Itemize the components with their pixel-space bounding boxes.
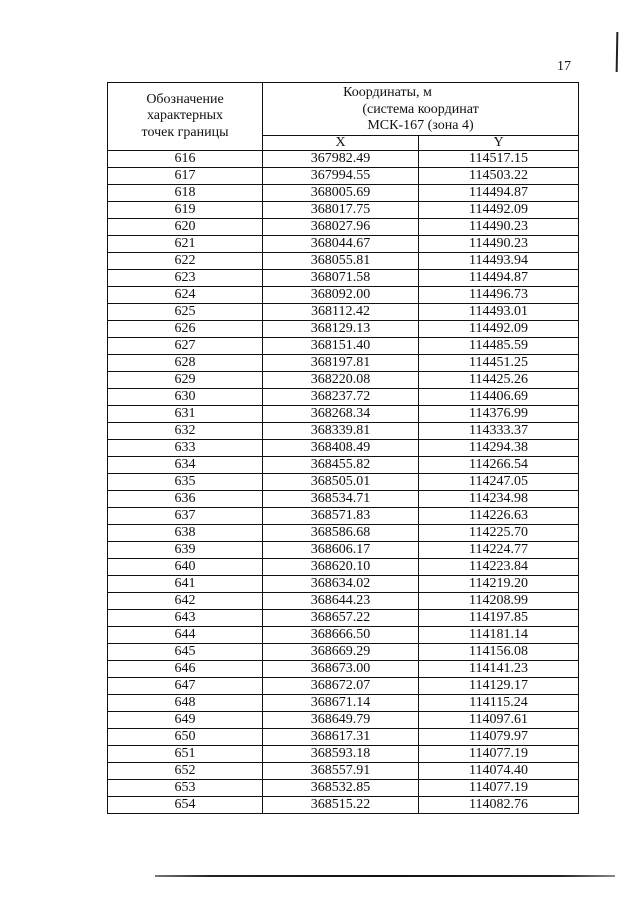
x-coordinate-cell: 368044.67: [263, 235, 419, 252]
x-coordinate-cell: 368151.40: [263, 337, 419, 354]
table-row: [108, 660, 579, 677]
table-row: [108, 201, 579, 218]
point-id-cell: 622: [108, 252, 263, 269]
x-coordinate-cell: 368673.00: [263, 660, 419, 677]
x-coordinate-cell: 368606.17: [263, 541, 419, 558]
x-coordinate-cell: 368657.22: [263, 609, 419, 626]
x-coordinate-cell: 368593.18: [263, 745, 419, 762]
table-row: [108, 728, 579, 745]
point-id-cell: 639: [108, 541, 263, 558]
point-id-cell: 644: [108, 626, 263, 643]
point-id-cell: 617: [108, 167, 263, 184]
point-label-line: Обозначение: [146, 91, 224, 107]
y-coordinate-cell: 114493.01: [419, 303, 579, 320]
point-id-cell: 627: [108, 337, 263, 354]
y-coordinate-cell: 114226.63: [419, 507, 579, 524]
table-row: [108, 711, 579, 728]
table-row: [108, 184, 579, 201]
table-row: [108, 541, 579, 558]
coordinates-label-line: (система координат: [362, 101, 479, 117]
y-coordinate-cell: 114406.69: [419, 388, 579, 405]
table-row: [108, 439, 579, 456]
x-coordinate-cell: 368455.82: [263, 456, 419, 473]
x-coordinate-cell: 368071.58: [263, 269, 419, 286]
x-coordinate-cell: 367994.55: [263, 167, 419, 184]
y-coordinate-cell: 114082.76: [419, 796, 579, 813]
point-id-cell: 638: [108, 524, 263, 541]
y-coordinate-cell: 114451.25: [419, 354, 579, 371]
x-coordinate-cell: 368005.69: [263, 184, 419, 201]
point-id-cell: 652: [108, 762, 263, 779]
coordinates-table-body: [108, 150, 579, 813]
point-id-cell: 649: [108, 711, 263, 728]
table-row: [108, 490, 579, 507]
table-row: [108, 354, 579, 371]
point-id-cell: 620: [108, 218, 263, 235]
coordinates-table: [107, 82, 579, 814]
table-row: [108, 320, 579, 337]
y-coordinate-cell: 114156.08: [419, 643, 579, 660]
x-coordinate-cell: 368197.81: [263, 354, 419, 371]
y-coordinate-cell: 114266.54: [419, 456, 579, 473]
point-id-cell: 621: [108, 235, 263, 252]
y-coordinate-cell: 114115.24: [419, 694, 579, 711]
y-coordinate-cell: 114077.19: [419, 745, 579, 762]
x-coordinate-cell: 368112.42: [263, 303, 419, 320]
y-coordinate-cell: 114129.17: [419, 677, 579, 694]
x-coordinate-cell: 368557.91: [263, 762, 419, 779]
y-coordinate-cell: 114425.26: [419, 371, 579, 388]
coordinates-label-line: МСК-167 (зона 4): [367, 118, 474, 133]
y-coordinate-cell: 114097.61: [419, 711, 579, 728]
point-id-cell: 645: [108, 643, 263, 660]
x-coordinate-cell: 368027.96: [263, 218, 419, 235]
x-coordinate-cell: 368129.13: [263, 320, 419, 337]
point-id-cell: 642: [108, 592, 263, 609]
point-id-cell: 625: [108, 303, 263, 320]
table-row: [108, 575, 579, 592]
y-coordinate-cell: 114493.94: [419, 252, 579, 269]
table-row: [108, 405, 579, 422]
point-id-cell: 633: [108, 439, 263, 456]
point-id-cell: 653: [108, 779, 263, 796]
table-row: [108, 507, 579, 524]
point-id-cell: 626: [108, 320, 263, 337]
y-coordinate-cell: 114517.15: [419, 150, 579, 167]
x-coordinate-cell: 368649.79: [263, 711, 419, 728]
point-id-cell: 618: [108, 184, 263, 201]
x-coordinate-cell: 368620.10: [263, 558, 419, 575]
point-id-cell: 647: [108, 677, 263, 694]
point-id-cell: 643: [108, 609, 263, 626]
y-coordinate-cell: 114485.59: [419, 337, 579, 354]
table-row: [108, 779, 579, 796]
point-label-line: точек границы: [141, 124, 229, 140]
y-column-header: Y: [419, 135, 579, 150]
y-coordinate-cell: 114141.23: [419, 660, 579, 677]
y-coordinate-cell: 114294.38: [419, 439, 579, 456]
point-id-cell: 650: [108, 728, 263, 745]
point-id-cell: 616: [108, 150, 263, 167]
table-row: [108, 745, 579, 762]
table-row: [108, 694, 579, 711]
table-row: [108, 235, 579, 252]
x-coordinate-cell: 368408.49: [263, 439, 419, 456]
y-coordinate-cell: 114376.99: [419, 405, 579, 422]
point-label-header: [108, 83, 263, 151]
x-coordinate-cell: 368671.14: [263, 694, 419, 711]
y-coordinate-cell: 114079.97: [419, 728, 579, 745]
x-column-header: X: [263, 135, 419, 150]
table-row: [108, 796, 579, 813]
table-row: [108, 609, 579, 626]
table-row: [108, 303, 579, 320]
x-coordinate-cell: 368220.08: [263, 371, 419, 388]
x-coordinate-cell: 368644.23: [263, 592, 419, 609]
table-row: [108, 677, 579, 694]
footer-rule: [155, 875, 615, 877]
x-coordinate-cell: 368055.81: [263, 252, 419, 269]
table-row: [108, 269, 579, 286]
point-id-cell: 634: [108, 456, 263, 473]
table-row: [108, 337, 579, 354]
table-row: [108, 592, 579, 609]
y-coordinate-cell: 114494.87: [419, 269, 579, 286]
y-coordinate-cell: 114490.23: [419, 235, 579, 252]
point-id-cell: 637: [108, 507, 263, 524]
table-row: [108, 456, 579, 473]
table-row: [108, 524, 579, 541]
x-coordinate-cell: 368666.50: [263, 626, 419, 643]
x-coordinate-cell: 368268.34: [263, 405, 419, 422]
x-coordinate-cell: 368617.31: [263, 728, 419, 745]
y-coordinate-cell: 114223.84: [419, 558, 579, 575]
point-id-cell: 631: [108, 405, 263, 422]
x-coordinate-cell: 368339.81: [263, 422, 419, 439]
table-row: [108, 150, 579, 167]
y-coordinate-cell: 114490.23: [419, 218, 579, 235]
y-coordinate-cell: 114074.40: [419, 762, 579, 779]
y-coordinate-cell: 114494.87: [419, 184, 579, 201]
x-coordinate-cell: 368017.75: [263, 201, 419, 218]
point-id-cell: 635: [108, 473, 263, 490]
point-id-cell: 640: [108, 558, 263, 575]
x-coordinate-cell: 368534.71: [263, 490, 419, 507]
x-coordinate-cell: 368515.22: [263, 796, 419, 813]
point-id-cell: 641: [108, 575, 263, 592]
x-coordinate-cell: 368669.29: [263, 643, 419, 660]
y-coordinate-cell: 114234.98: [419, 490, 579, 507]
point-id-cell: 632: [108, 422, 263, 439]
table-row: [108, 167, 579, 184]
table-row: [108, 388, 579, 405]
point-id-cell: 628: [108, 354, 263, 371]
table-row: [108, 762, 579, 779]
point-label-line: характерных: [146, 108, 224, 123]
point-id-cell: 623: [108, 269, 263, 286]
coordinates-label-line: Координаты, м: [343, 85, 432, 100]
scan-mark: [616, 32, 619, 72]
y-coordinate-cell: 114181.14: [419, 626, 579, 643]
y-coordinate-cell: 114503.22: [419, 167, 579, 184]
x-coordinate-cell: 368092.00: [263, 286, 419, 303]
table-row: [108, 218, 579, 235]
table-row: [108, 252, 579, 269]
page-number: 17: [557, 59, 571, 74]
y-coordinate-cell: 114225.70: [419, 524, 579, 541]
point-id-cell: 654: [108, 796, 263, 813]
y-coordinate-cell: 114492.09: [419, 320, 579, 337]
x-coordinate-cell: 368571.83: [263, 507, 419, 524]
point-id-cell: 624: [108, 286, 263, 303]
y-coordinate-cell: 114224.77: [419, 541, 579, 558]
x-coordinate-cell: 367982.49: [263, 150, 419, 167]
y-coordinate-cell: 114219.20: [419, 575, 579, 592]
table-row: [108, 473, 579, 490]
table-row: [108, 626, 579, 643]
point-id-cell: 619: [108, 201, 263, 218]
table-row: [108, 286, 579, 303]
x-coordinate-cell: 368672.07: [263, 677, 419, 694]
y-coordinate-cell: 114077.19: [419, 779, 579, 796]
x-coordinate-cell: 368532.85: [263, 779, 419, 796]
point-id-cell: 630: [108, 388, 263, 405]
x-coordinate-cell: 368586.68: [263, 524, 419, 541]
point-id-cell: 651: [108, 745, 263, 762]
y-coordinate-cell: 114197.85: [419, 609, 579, 626]
y-coordinate-cell: 114333.37: [419, 422, 579, 439]
table-row: [108, 371, 579, 388]
x-coordinate-cell: 368634.02: [263, 575, 419, 592]
x-coordinate-cell: 368505.01: [263, 473, 419, 490]
table-header: [108, 83, 579, 151]
header-row: [108, 83, 579, 136]
point-id-cell: 636: [108, 490, 263, 507]
coordinates-label-header: [263, 83, 579, 136]
y-coordinate-cell: 114496.73: [419, 286, 579, 303]
y-coordinate-cell: 114492.09: [419, 201, 579, 218]
point-id-cell: 629: [108, 371, 263, 388]
table-row: [108, 643, 579, 660]
point-id-cell: 646: [108, 660, 263, 677]
y-coordinate-cell: 114247.05: [419, 473, 579, 490]
table-row: [108, 558, 579, 575]
y-coordinate-cell: 114208.99: [419, 592, 579, 609]
point-id-cell: 648: [108, 694, 263, 711]
table-row: [108, 422, 579, 439]
x-coordinate-cell: 368237.72: [263, 388, 419, 405]
